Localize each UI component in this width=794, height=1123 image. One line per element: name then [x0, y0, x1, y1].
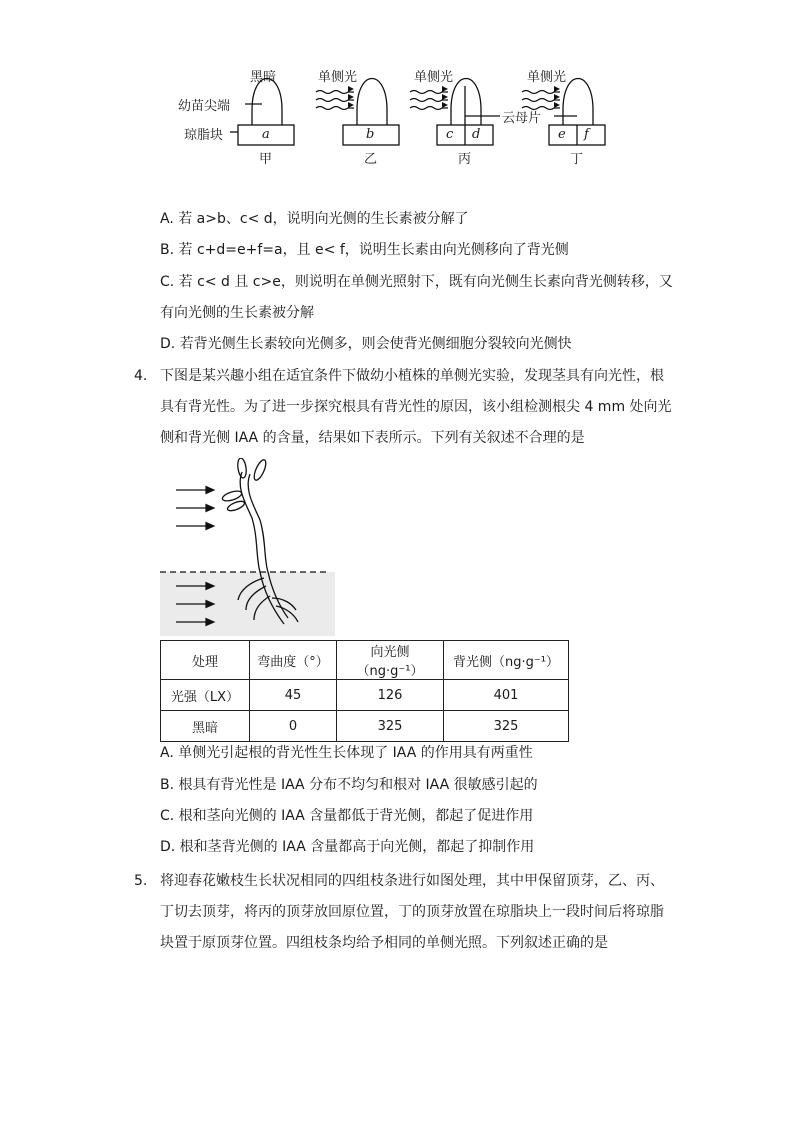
table-header-cell: 向光侧（ng·g⁻¹） — [337, 641, 444, 680]
table-cell: 黑暗 — [161, 711, 250, 742]
label-unilateral-light-bing: 单侧光 — [414, 70, 454, 85]
block-label-e: e — [558, 127, 566, 142]
leaf-bud-right — [252, 458, 268, 481]
coleoptile-bing — [451, 79, 481, 126]
block-label-f: f — [584, 127, 589, 142]
table-header-cell: 处理 — [161, 641, 250, 680]
coleoptile-yi — [357, 79, 387, 126]
table-cell: 325 — [444, 711, 569, 742]
q3-option-a: A. 若 a>b、c< d，说明向光侧的生长素被分解了 — [160, 211, 469, 227]
label-agar-block: 琼脂块 — [184, 128, 224, 143]
table-cell: 401 — [444, 680, 569, 711]
caption-jia: 甲 — [259, 152, 273, 167]
table-cell: 126 — [337, 680, 444, 711]
block-label-b: b — [366, 127, 375, 142]
q3-option-c-cont: 有向光侧的生长素被分解 — [160, 305, 314, 321]
q3-option-c: C. 若 c< d 且 c>e，则说明在单侧光照射下，既有向光侧生长素向背光侧转移，又 — [160, 274, 673, 290]
q5-stem-line2: 丁切去顶芽，将丙的顶芽放回原位置，丁的顶芽放置在琼脂块上一段时间后将琼脂 — [160, 904, 664, 920]
q4-option-b: B. 根具有背光性是 IAA 分布不均匀和根对 IAA 很敏感引起的 — [160, 777, 538, 793]
caption-bing: 丙 — [458, 152, 472, 167]
table-row — [161, 680, 569, 711]
table-cell: 光强（LX） — [161, 680, 250, 711]
table-row — [161, 711, 569, 742]
table-cell: 45 — [250, 680, 337, 711]
q3-option-b: B. 若 c+d=e+f=a，且 e< f，说明生长素由向光侧移向了背光侧 — [160, 242, 569, 258]
label-unilateral-light-yi: 单侧光 — [318, 70, 358, 85]
block-label-a: a — [262, 127, 270, 142]
table-header-cell: 弯曲度（°） — [250, 641, 337, 680]
coleoptile-jia — [252, 79, 282, 126]
table-cell: 325 — [337, 711, 444, 742]
table-cell: 0 — [250, 711, 337, 742]
coleoptile-diagram — [0, 0, 794, 200]
q4-number: 4. — [134, 368, 148, 384]
block-label-d: d — [472, 127, 481, 142]
label-unilateral-light-ding: 单侧光 — [527, 70, 567, 85]
q4-option-a: A. 单侧光引起根的背光性生长体现了 IAA 的作用具有两重性 — [160, 745, 533, 761]
q4-option-c: C. 根和茎向光侧的 IAA 含量都低于背光侧，都起了促进作用 — [160, 808, 534, 824]
q4-stem-line2: 具有背光性。为了进一步探究根具有背光性的原因，该小组检测根尖 4 mm 处向光 — [160, 399, 672, 415]
q3-option-d: D. 若背光侧生长素较向光侧多，则会使背光侧细胞分裂较向光侧快 — [160, 336, 572, 352]
q5-stem-line1: 将迎春花嫩枝生长状况相同的四组枝条进行如图处理，其中甲保留顶芽，乙、丙、 — [160, 873, 664, 889]
label-seedling-tip: 幼苗尖端 — [178, 99, 231, 114]
q4-stem-line3: 侧和背光侧 IAA 的含量，结果如下表所示。下列有关叙述不合理的是 — [160, 430, 585, 446]
iaa-content-table — [160, 640, 569, 742]
block-label-c: c — [446, 127, 454, 142]
label-dark: 黑暗 — [250, 70, 277, 85]
table-header-row — [161, 641, 569, 680]
q4-option-d: D. 根和茎背光侧的 IAA 含量都高于向光侧，都起了抑制作用 — [160, 839, 535, 855]
caption-yi: 乙 — [364, 152, 378, 167]
q5-number: 5. — [134, 873, 148, 889]
leaf-bud-left — [237, 458, 248, 478]
q5-stem-line3: 块置于原顶芽位置。四组枝条均给予相同的单侧光照。下列叙述正确的是 — [160, 935, 608, 951]
table-header-cell: 背光侧（ng·g⁻¹） — [444, 641, 569, 680]
coleoptile-ding — [563, 79, 593, 126]
plant-phototropism-figure — [160, 458, 335, 636]
q4-stem-line1: 下图是某兴趣小组在适宜条件下做幼小植株的单侧光实验，发现茎具有向光性，根 — [160, 368, 664, 384]
label-mica-sheet: 云母片 — [502, 111, 542, 126]
caption-ding: 丁 — [570, 152, 584, 167]
